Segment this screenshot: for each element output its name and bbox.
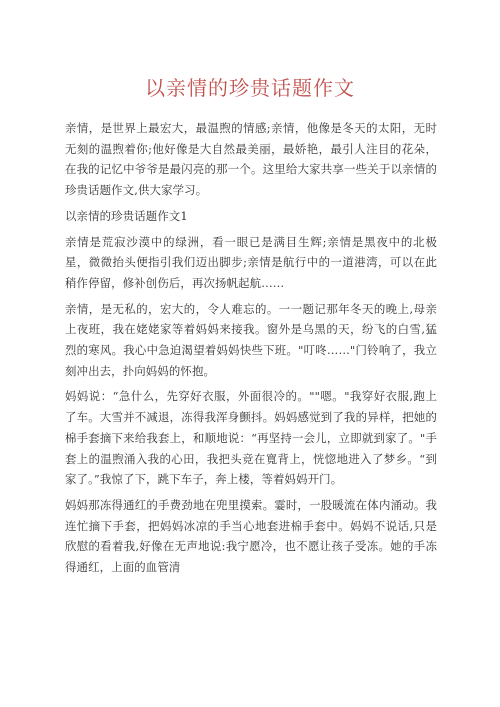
body-paragraph: 亲情，是无私的，宏大的，令人难忘的。一一题记那年冬天的晚上,母亲上夜班，我在姥姥家等着妈妈来接我。窗外是乌黑的天，纷飞的白雪,猛烈的寒风。我心中急迫渴望着妈妈快些下班。"叮咚……"门铃响了，我立刻冲出去，扑向妈妈的怀抱。 (65, 301, 437, 378)
body-paragraph: 妈妈说：“急什么，先穿好衣服，外面很冷的。""嗯。"我穿好衣服,跑上了车。大雪并不减退，冻得我浑身颤抖。妈妈感觉到了我的异样，把她的棉手套摘下来给我套上，和顺地说：“再坚持一会儿，立即就到家了。"手套上的温煦涌入我的心田，我把头竞在寬背上，恍惚地进入了梦乡。“到家了。”我惊了下，跳下车子，奔上楼，等着妈妈开门。 (65, 389, 437, 487)
section-heading: 以亲情的珍贵话题作文1 (65, 208, 188, 223)
document-body (65, 118, 437, 583)
intro-paragraph: 亲情，是世界上最宏大，最温煦的情感;亲情，他像是冬天的太阳，无时无刻的温煦着你;他好像是大自然最美丽，最娇艳，最引人注目的花朵，在我的记忆中爷爷是最闪亮的那一个。这里给大家共享一些关于以亲情的珍贵话题作文,供大家学习。 (65, 121, 437, 198)
body-paragraph: 妈妈那冻得通红的手费劲地在兜里摸索。霎时，一股暖流在体内涌动。我连忙摘下手套，把妈妈冰凉的手当心地套进棉手套中。妈妈不说话,只是欣慰的看着我,好像在无声地说:我宁愿冷，也不愿让孩子受冻。她的手冻得通红，上面的血管清 (65, 497, 437, 575)
document-title: 以亲情的珍贵话题作文 (145, 76, 355, 100)
body-paragraph: 亲情是荒寂沙漠中的绿洲，看一眼已是满目生辉;亲情是黑夜中的北极星，微微抬头便指引我们迈出脚步;亲情是航行中的一道港湾，可以在此稍作停留，修补创伤后，再次扬帆起航…… (65, 234, 437, 290)
